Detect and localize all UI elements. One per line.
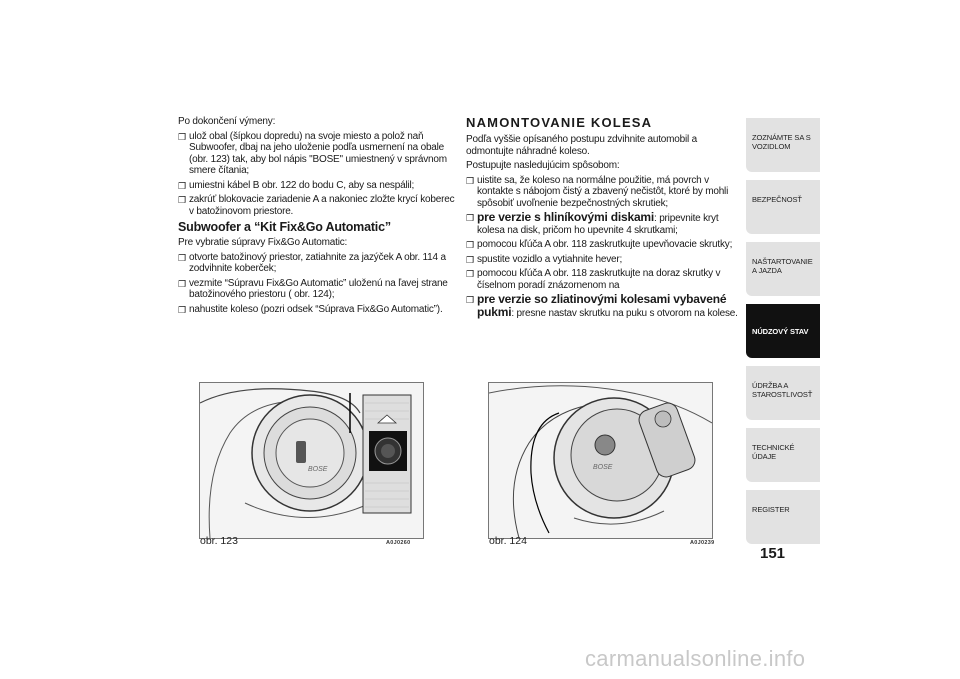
figure-124-fix-go-kit — [488, 382, 713, 539]
list-item: ❒ umiestni kábel B obr. 122 do bodu C, aby sa nespálil; — [178, 179, 415, 191]
tab-nudzovy-stav[interactable]: NÚDZOVÝ STAV — [746, 304, 820, 358]
list-item: ❒ ulož obal (šípkou dopredu) na svoje miesto a polož naň Subwoofer, dbaj na jeho uloženie podľa usmernení na obale (obr. 123) tak, aby bol nápis "BOSE" umiestnený v správnom smere čítania; — [178, 130, 447, 176]
subwoofer-heading: Subwoofer a “Kit Fix&Go Automatic” — [178, 220, 391, 234]
list-item: ❒ vezmite “Súpravu Fix&Go Automatic” uloženú na ľavej strane batožinového priestoru ( obr. 124); — [178, 277, 448, 300]
right-intro: Podľa vyššie opísaného postupu zdvihnite automobil a odmontujte náhradné koleso. — [466, 134, 698, 157]
list-item: ❒ uistite sa, že koleso na normálne použitie, má povrch v kontakte s nábojom čistý a zbavený nečistôt, ktoré by mohli spôsobiť uvoľnenie bezpečnostných skrutiek; — [466, 174, 729, 209]
page-number: 151 — [760, 545, 786, 562]
tab-bezpecnost[interactable]: BEZPEČNOSŤ — [746, 180, 820, 234]
checkbox-bullet-icon: ❒ — [466, 295, 474, 305]
checkbox-bullet-icon: ❒ — [178, 278, 186, 289]
right-intro-2: Postupujte nasledujúcim spôsobom: — [466, 160, 620, 171]
tab-technicke-udaje[interactable]: TECHNICKÉ ÚDAJE — [746, 428, 820, 482]
checkbox-bullet-icon: ❒ — [466, 213, 474, 223]
list-item: ❒ nahustite koleso (pozri odsek “Súprava Fix&Go Automatic”). — [178, 303, 443, 315]
list-item: ❒ otvorte batožinový priestor, zatiahnite za jazýček A obr. 114 a zodvihnite koberček; — [178, 251, 446, 274]
list-item: ❒ pre verzie s hliníkovými diskami: pripevnite kryt kolesa na disk, pričom ho upevnite 4 skrutkami; — [466, 210, 719, 236]
list-item: ❒ pomocou kľúča A obr. 118 zaskrutkujte na doraz skrutky v číselnom poradí znázornenom na — [466, 268, 721, 291]
list-item: ❒ spustite vozidlo a vytiahnite hever; — [466, 253, 623, 265]
checkbox-bullet-icon: ❒ — [466, 269, 474, 279]
tab-udrzba-a-starostlivost[interactable]: ÚDRŽBA A STAROSTLIVOSŤ — [746, 366, 820, 420]
wheel-mounting-heading: NAMONTOVANIE KOLESA — [466, 115, 653, 130]
checkbox-bullet-icon: ❒ — [178, 131, 186, 142]
svg-text:BOSE: BOSE — [308, 466, 328, 473]
tab-zoznamte-sa-s-vozidlom[interactable]: ZOZNÁMTE SA S VOZIDLOM — [746, 118, 820, 172]
figure-123-caption: obr. 123 — [200, 535, 238, 547]
fix-go-kit-illustration — [489, 383, 712, 538]
figure-123-code: A0J0260 — [386, 540, 411, 546]
left-column — [178, 116, 456, 318]
tab-nastartovanie-a-jazda[interactable]: NAŠTARTOVANIE A JAZDA — [746, 242, 820, 296]
right-column — [466, 116, 742, 322]
checkbox-bullet-icon: ❒ — [178, 304, 186, 315]
figure-123-subwoofer — [199, 382, 424, 539]
tab-register[interactable]: REGISTER — [746, 490, 820, 544]
list-item: ❒ pre verzie so zliatinovými kolesami vybavené pukmi: presne nastav skrutku na puku s otvorom na kolese. — [466, 292, 738, 319]
checkbox-bullet-icon: ❒ — [466, 254, 474, 265]
checkbox-bullet-icon: ❒ — [466, 175, 474, 186]
checkbox-bullet-icon: ❒ — [466, 240, 474, 250]
watermark: carmanualsonline.info — [585, 646, 806, 671]
figure-124-code: A0J0239 — [690, 540, 715, 546]
left-intro: Po dokončení výmeny: — [178, 116, 276, 127]
list-item: ❒ pomocou kľúča A obr. 118 zaskrutkujte upevňovacie skrutky; — [466, 239, 733, 250]
figure-124-caption: obr. 124 — [489, 535, 527, 547]
checkbox-bullet-icon: ❒ — [178, 252, 186, 263]
checkbox-bullet-icon: ❒ — [178, 195, 186, 205]
checkbox-bullet-icon: ❒ — [178, 180, 186, 191]
list-item: ❒ zakrúť blokovacie zariadenie A a nakoniec zložte krycí koberec v batožinovom priestore. — [178, 194, 455, 217]
subwoofer-illustration — [200, 383, 423, 538]
left-intro-2: Pre vybratie súpravy Fix&Go Automatic: — [178, 237, 348, 248]
svg-text:BOSE: BOSE — [593, 464, 613, 471]
